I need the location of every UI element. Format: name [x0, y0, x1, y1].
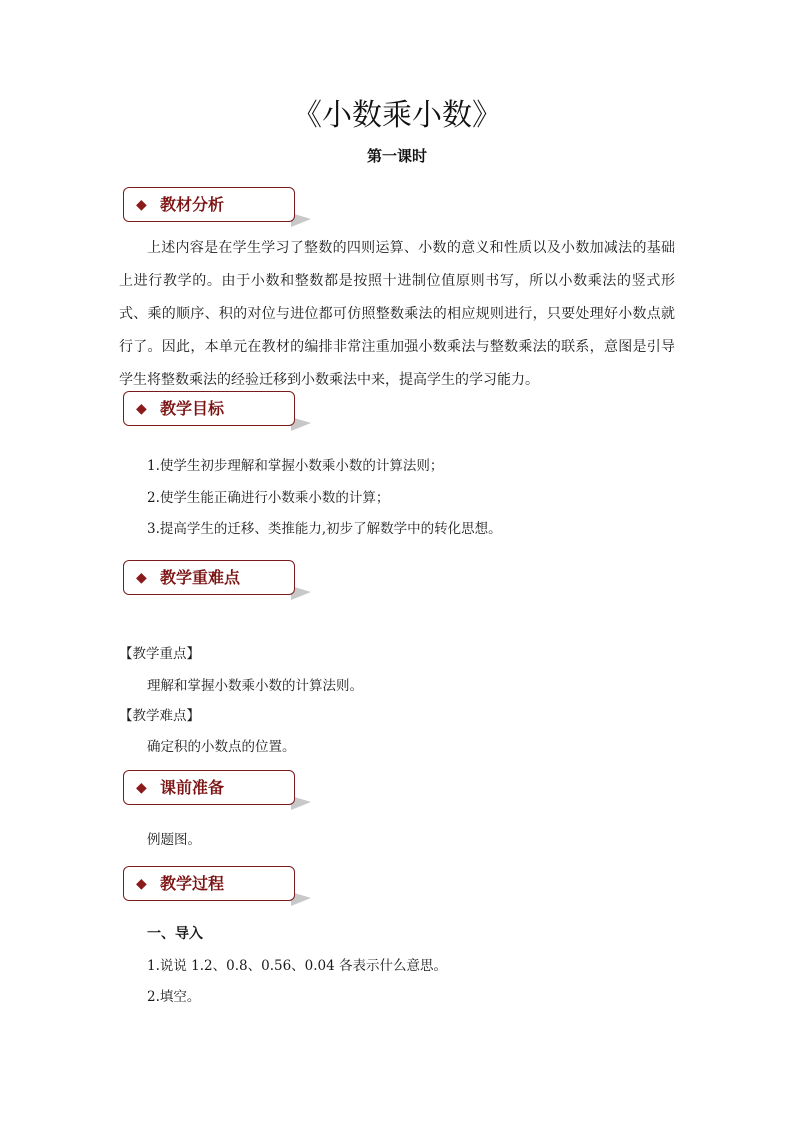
diamond-bullet-icon: ◆ [136, 401, 147, 417]
section-header-analysis [123, 187, 313, 227]
diamond-bullet-icon: ◆ [136, 780, 147, 796]
section-frame [123, 187, 295, 222]
section-title-objectives: 教学目标 [160, 399, 225, 418]
key-point-label: 【教学重点】 [119, 646, 200, 662]
section-title-process: 教学过程 [160, 874, 225, 893]
process-heading: 一、导入 [147, 926, 203, 942]
section-frame [123, 391, 295, 426]
section-header-preparation [123, 770, 313, 810]
diamond-bullet-icon: ◆ [136, 876, 147, 892]
section-header-key-points [123, 560, 313, 600]
section-header-process [123, 866, 313, 906]
page-title: 《小数乘小数》 [292, 98, 502, 133]
objective-item: 1.使学生初步理解和掌握小数乘小数的计算法则； [147, 458, 444, 474]
diamond-bullet-icon: ◆ [136, 197, 147, 213]
process-item: 1.说说 1.2、0.8、0.56、0.04 各表示什么意思。 [147, 958, 448, 974]
section-title-analysis: 教材分析 [160, 195, 225, 214]
section-frame [123, 866, 295, 901]
key-point-text: 理解和掌握小数乘小数的计算法则。 [147, 678, 363, 694]
page-subtitle: 第一课时 [366, 147, 427, 165]
difficult-point-text: 确定积的小数点的位置。 [147, 739, 296, 755]
process-item: 2.填空。 [147, 989, 201, 1005]
section-title-key-points: 教学重难点 [160, 568, 241, 587]
section-frame [123, 770, 295, 805]
section-title-preparation: 课前准备 [160, 778, 225, 797]
objective-item: 3.提高学生的迁移、类推能力,初步了解数学中的转化思想。 [147, 521, 502, 537]
analysis-paragraph: 上述内容是在学生学习了整数的四则运算、小数的意义和性质以及小数加减法的基础上进行教学的。由于小数和整数都是按照十进制位值原则书写，所以小数乘法的竖式形式、乘的顺序、积的对位与进位都可仿照整数乘法的相应规则进行，只要处理好小数点就行了。因此，本单元在教材的编排非常注重加强小数乘法与整数乘法的联系，意图是引导学生将整数乘法的经验迁移到小数乘法中来，提高学生的学习能力。 [119, 240, 675, 388]
difficult-point-label: 【教学难点】 [119, 708, 200, 724]
preparation-text: 例题图。 [147, 832, 201, 848]
section-header-objectives [123, 391, 313, 431]
objective-item: 2.使学生能正确进行小数乘小数的计算； [147, 490, 390, 506]
section-frame [123, 560, 295, 595]
diamond-bullet-icon: ◆ [136, 570, 147, 586]
